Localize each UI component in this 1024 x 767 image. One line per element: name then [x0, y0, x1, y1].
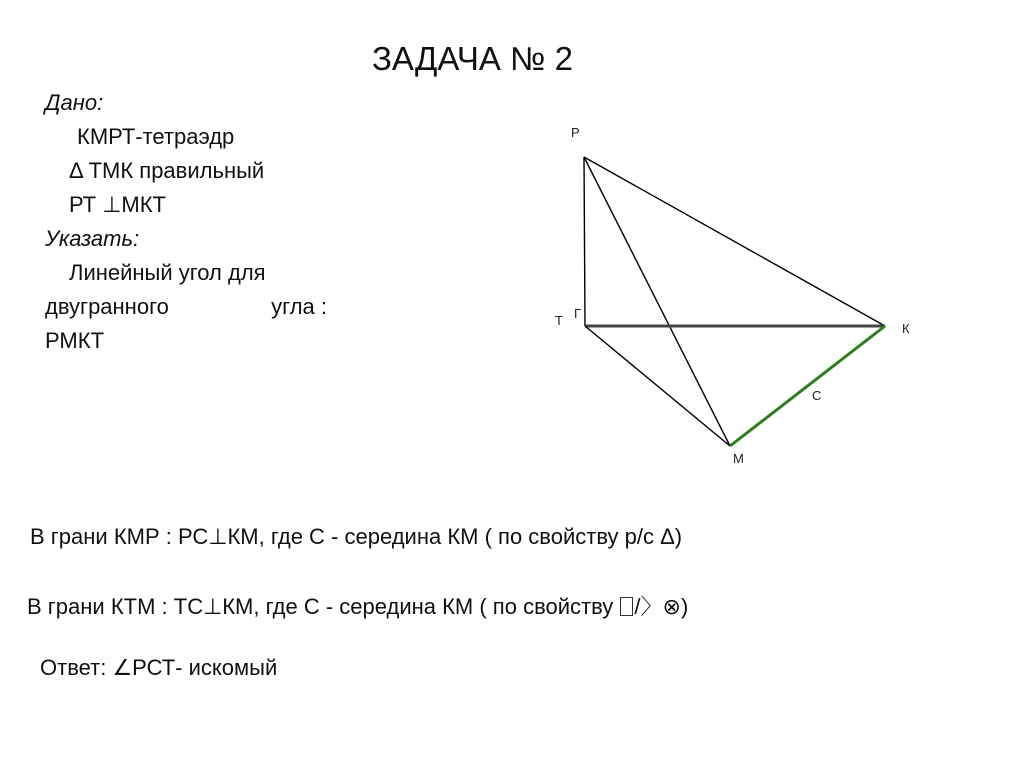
given-item-tetrahedron: КМРТ-тетраэдр	[77, 124, 235, 149]
edge-pt	[584, 157, 585, 326]
statement-face-ktm	[27, 590, 688, 621]
statement-face-ktm-text: В грани КТМ : ТС⊥КМ, где С - середина КМ ( по свойству	[27, 594, 620, 619]
right-angle-label: Г	[574, 306, 582, 321]
statement-face-ktm-tail: /〉⊗)	[634, 594, 689, 619]
task-line-1: Линейный угол для	[69, 260, 266, 285]
task-line-2-right: угла :	[271, 294, 327, 319]
edge-pm	[584, 157, 730, 446]
task-heading: Указать:	[45, 226, 140, 251]
tetrahedron-figure	[540, 115, 930, 475]
slide-title: ЗАДАЧА № 2	[372, 40, 573, 77]
given-block	[45, 86, 327, 358]
answer-line: Ответ: ∠РСТ- искомый	[40, 655, 278, 680]
edge-pk	[584, 157, 885, 326]
edge-tm	[585, 326, 730, 446]
task-line-2-wrap	[45, 290, 327, 324]
vertex-label-p: Р	[571, 125, 580, 140]
statement-face-kmp: В грани КМР : РС⊥КМ, где С - середина КМ ( по свойству р/с Δ)	[30, 524, 683, 549]
tetrahedron-svg	[540, 115, 930, 475]
task-line-2-left: двугранного	[45, 294, 169, 319]
edge-km	[730, 326, 885, 446]
missing-glyph-box-icon	[620, 597, 633, 616]
task-line-3: РМКТ	[45, 328, 105, 353]
task-line-2	[45, 290, 327, 324]
vertex-label-k: К	[902, 321, 910, 336]
vertex-label-t: Т	[555, 313, 563, 328]
vertex-label-m: М	[733, 451, 744, 466]
given-item-triangle: Δ ТМК правильный	[69, 158, 265, 183]
given-heading: Дано:	[45, 90, 104, 115]
point-label-c: С	[812, 388, 822, 403]
given-item-perpendicular: РТ ⊥МКТ	[69, 192, 166, 217]
